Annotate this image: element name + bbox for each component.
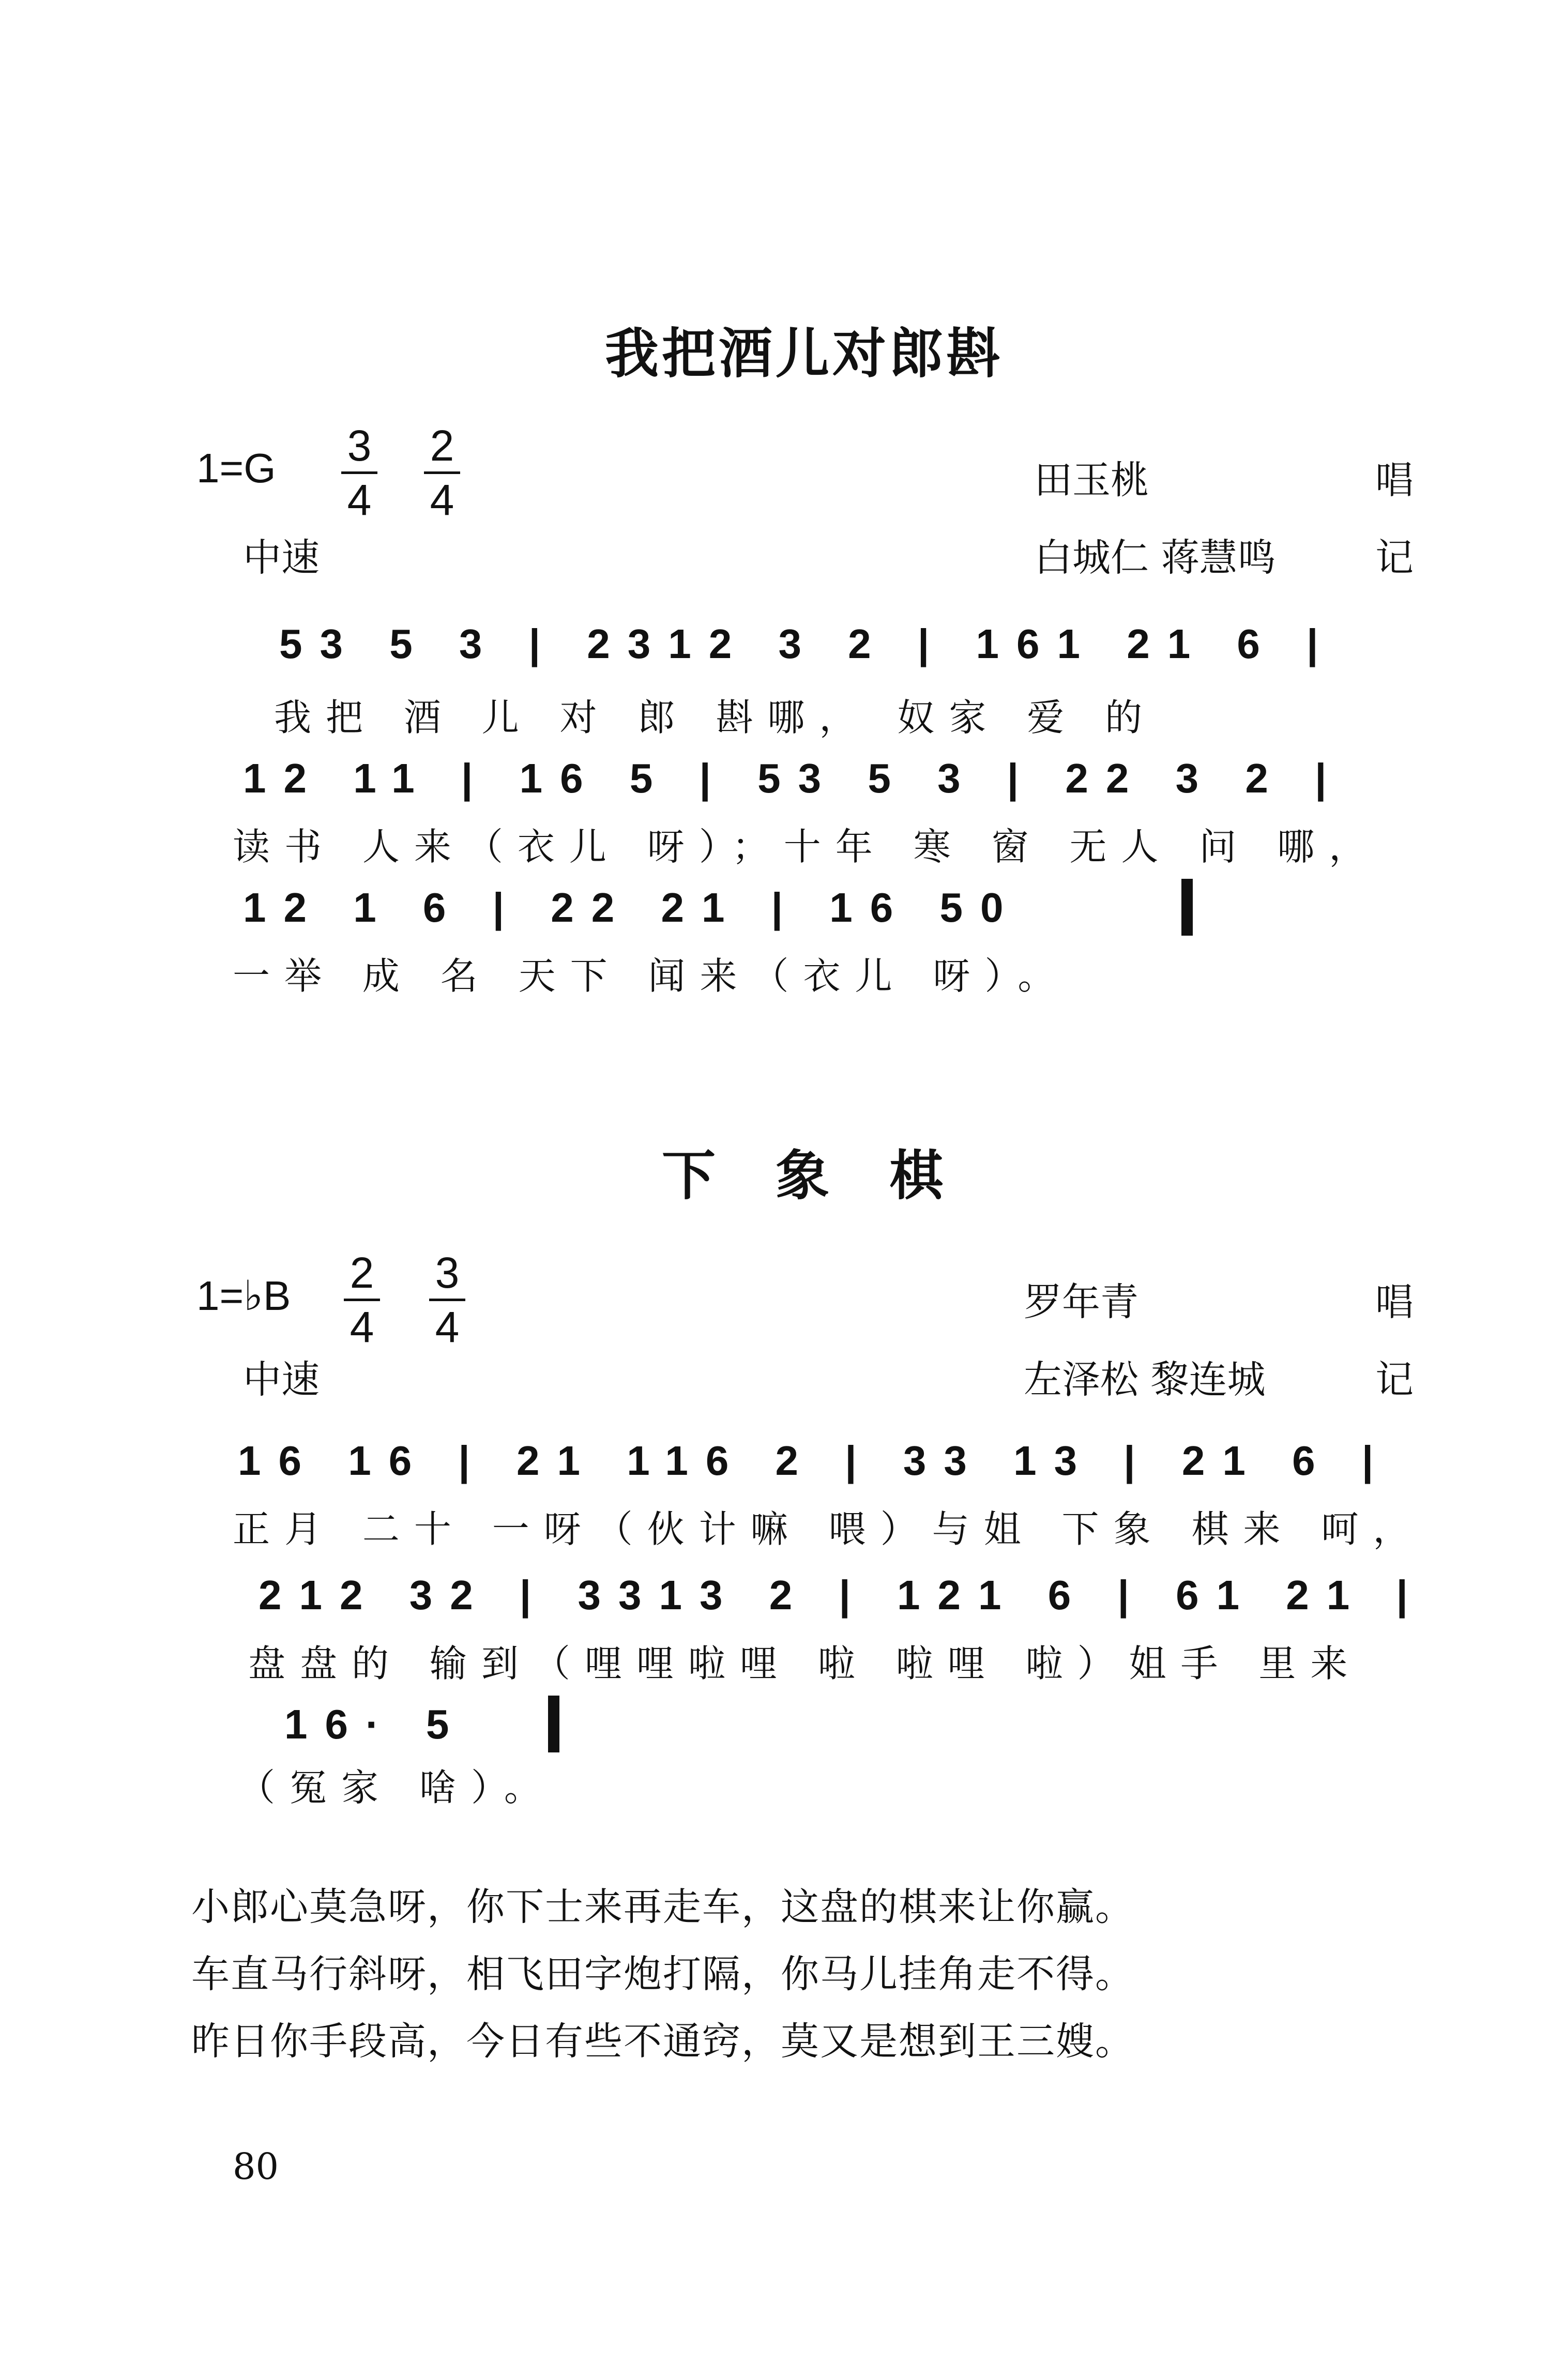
- song1-sing-label: 唱: [1375, 458, 1414, 502]
- song1-lyrics-line1: 我把 酒 儿 对 郎 斟哪， 奴家 爱 的: [274, 696, 1157, 739]
- song1-notes-line2: 12 11 | 16 5 | 53 5 3 | 22 3 2 |: [243, 755, 1344, 801]
- time-sig-num: 2: [350, 1248, 374, 1297]
- song2-singer: 罗年青: [1024, 1280, 1138, 1324]
- song1-time-sig-1: [341, 421, 377, 524]
- song1-recorders: 白城仁 蒋慧鸣: [1034, 536, 1276, 580]
- song2-record-label: 记: [1375, 1357, 1414, 1402]
- song2-recorders: 左泽松 黎连城: [1024, 1357, 1266, 1402]
- page-number: 80: [233, 2145, 279, 2188]
- song2-key: 1=♭B: [196, 1273, 291, 1319]
- song2-notes-line3: 16· 5: [284, 1701, 467, 1747]
- song1-lyrics-line3: 一举 成 名 天下 闻来（衣儿 呀）。: [233, 954, 1070, 998]
- time-sig-den: 4: [350, 1303, 374, 1351]
- song2-final-barline: [548, 1696, 559, 1752]
- time-sig-den: 4: [347, 476, 372, 524]
- verse-line: 车直马行斜呀，相飞田字炮打隔，你马儿挂角走不得。: [191, 1952, 1134, 1996]
- time-sig-num: 2: [430, 421, 454, 470]
- song1-key: 1=G: [196, 445, 276, 491]
- time-sig-num: 3: [435, 1248, 460, 1297]
- song2-lyrics-line2: 盘盘的 输到（哩哩啦哩 啦 啦哩 啦）姐手 里来: [248, 1642, 1362, 1685]
- song2-time-sig-2: [429, 1248, 465, 1351]
- song1-title: 我把酒儿对郎斟: [605, 322, 1004, 385]
- song1-time-sig-2: [424, 421, 460, 524]
- song2-lyrics-line3: （冤家 啥）。: [238, 1766, 556, 1809]
- verse-line: 昨日你手段高，今日有些不通窍，莫又是想到王三嫂。: [191, 2019, 1134, 2064]
- song1-record-label: 记: [1375, 536, 1414, 580]
- verse-line: 小郎心莫急呀，你下士来再走车，这盘的棋来让你赢。: [191, 1885, 1134, 1929]
- song1-notes-line3: 12 1 6 | 22 21 | 16 50: [243, 884, 1021, 930]
- song1-final-barline: [1181, 879, 1193, 936]
- song2-notes-line2: 212 32 | 3313 2 | 121 6 | 61 21 |: [259, 1572, 1425, 1618]
- song2-sing-label: 唱: [1375, 1280, 1414, 1324]
- song2-time-sig-1: [344, 1248, 380, 1351]
- song2-tempo: 中速: [243, 1357, 320, 1402]
- time-sig-den: 4: [430, 476, 454, 524]
- song1-tempo: 中速: [243, 536, 320, 580]
- song1-notes-line1: 53 5 3 | 2312 3 2 | 161 21 6 |: [279, 621, 1336, 667]
- song1-lyrics-line2: 读书 人来（衣儿 呀）；十年 寒 窗 无人 问 哪，: [233, 825, 1381, 868]
- song2-lyrics-line1: 正月 二十 一呀（伙计嘛 喂）与姐 下象 棋来 呵，: [233, 1507, 1425, 1551]
- song2-title: 下 象 棋: [662, 1144, 947, 1207]
- time-sig-num: 3: [347, 421, 372, 470]
- song1-singer: 田玉桃: [1034, 458, 1149, 502]
- song2-notes-line1: 16 16 | 21 116 2 | 33 13 | 21 6 |: [238, 1438, 1391, 1484]
- time-sig-den: 4: [435, 1303, 460, 1351]
